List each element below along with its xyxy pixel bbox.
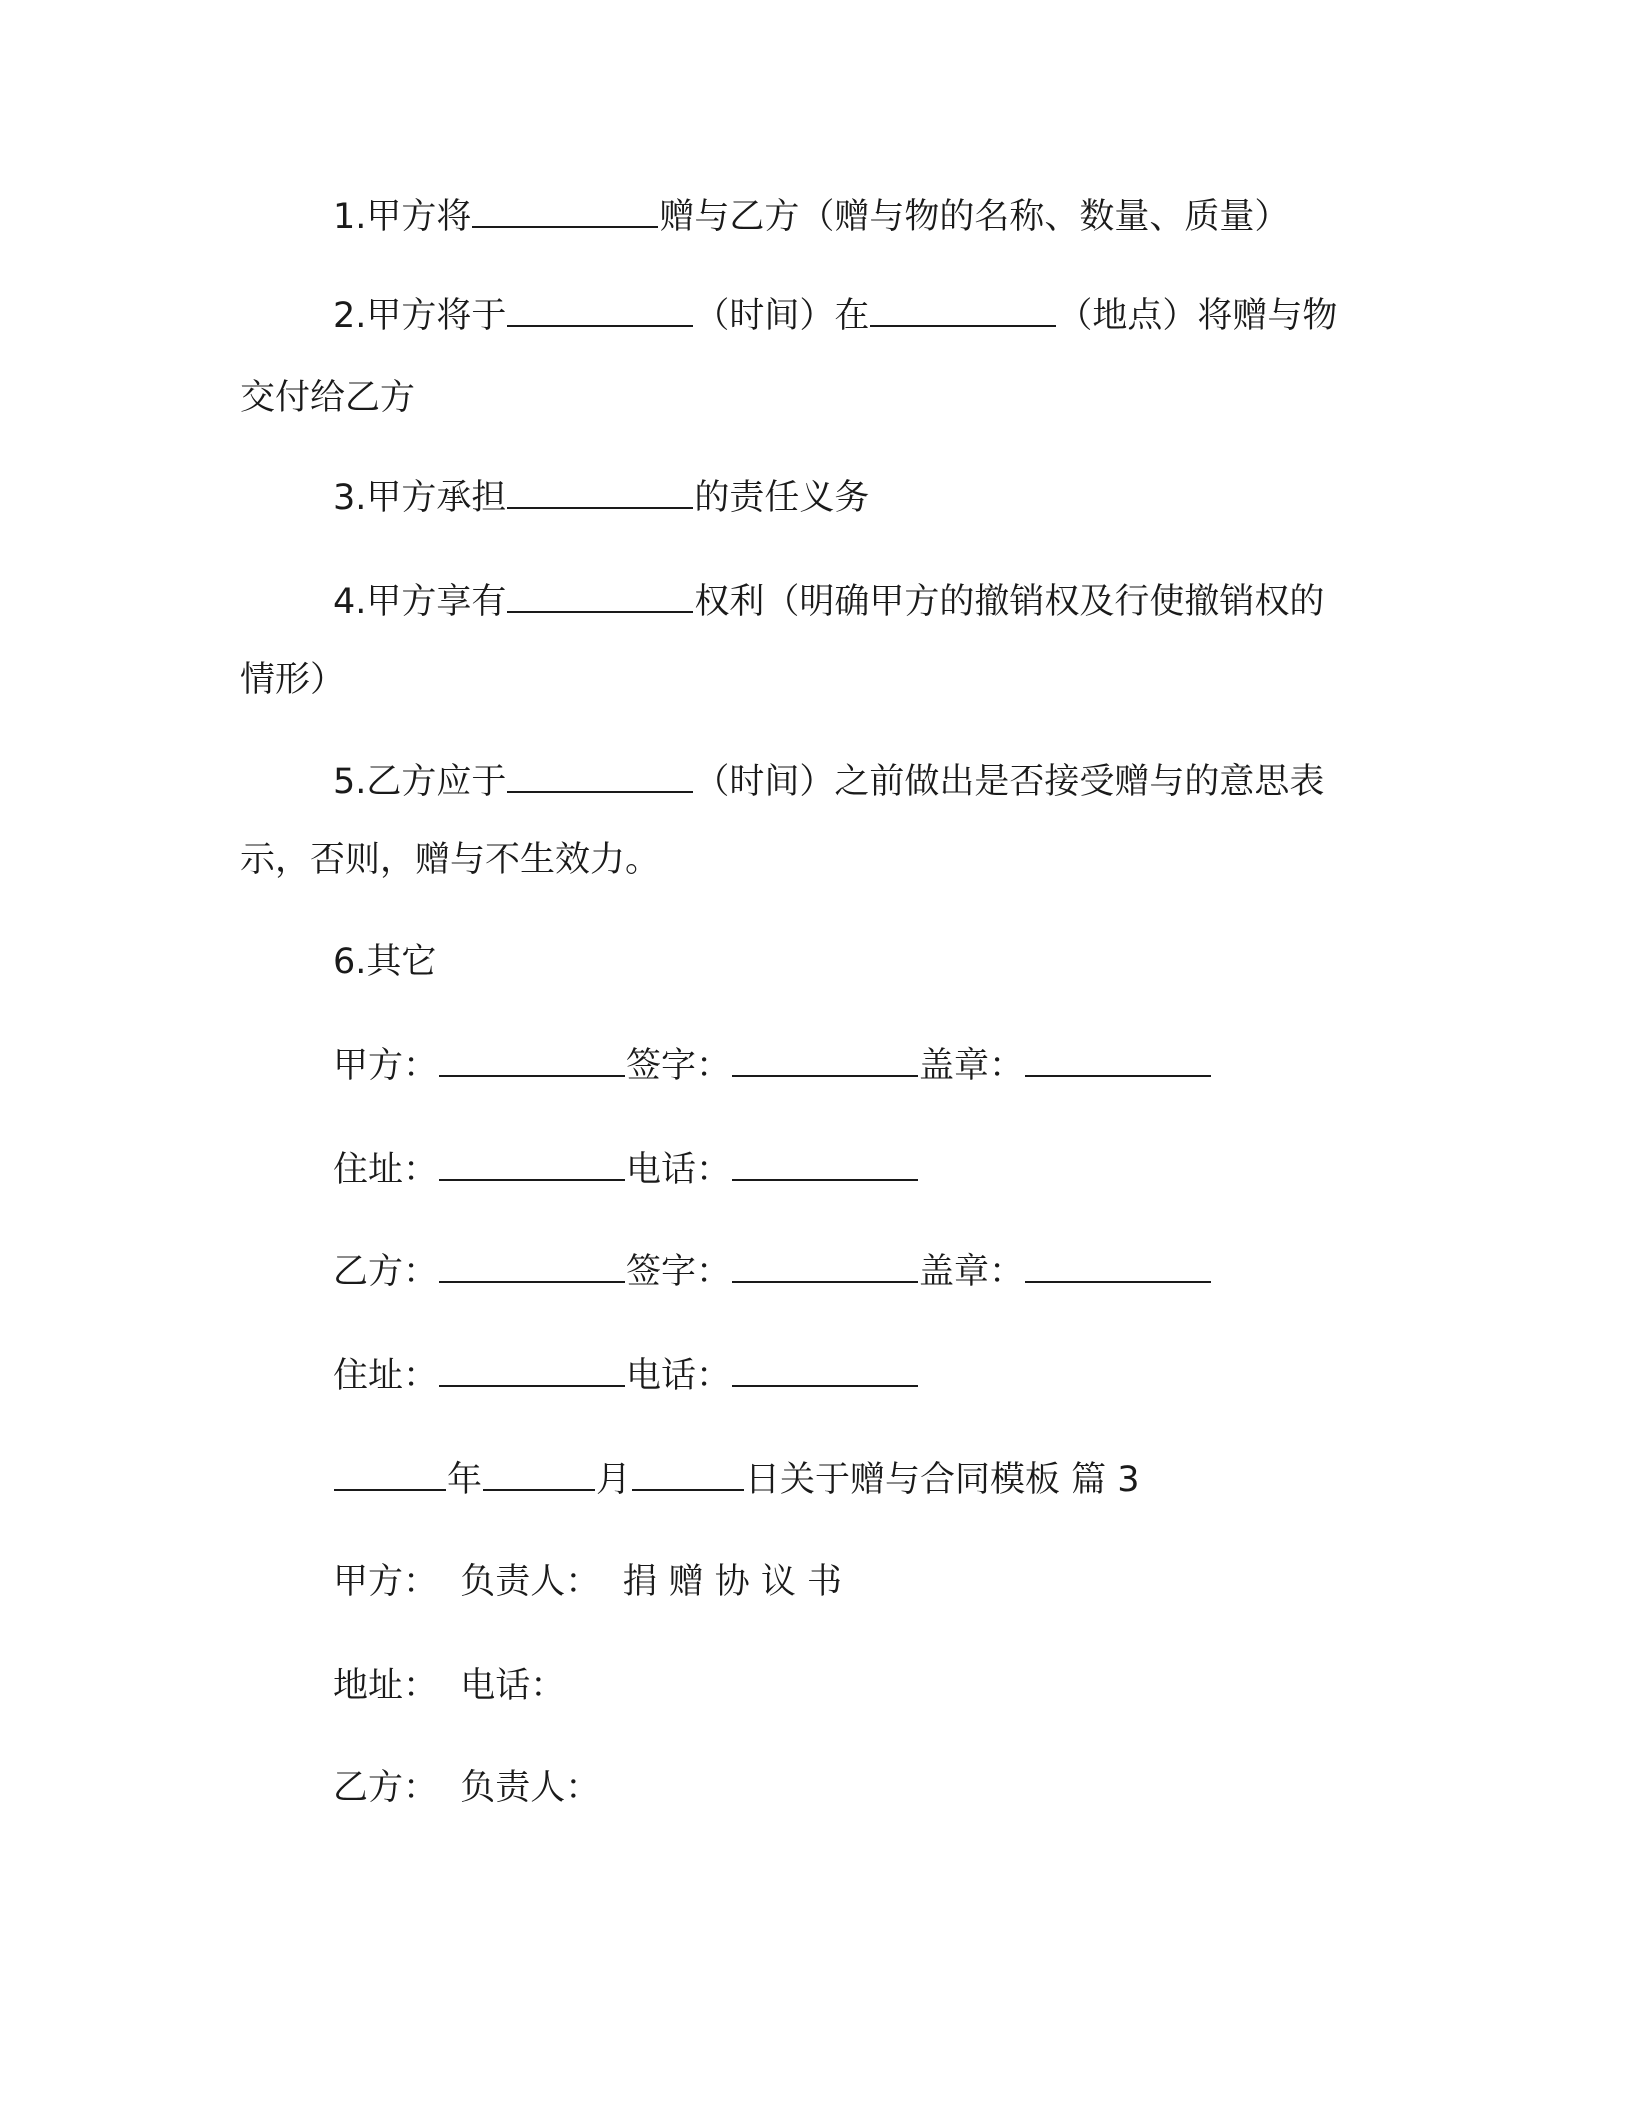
clause-5: [0, 760, 1632, 804]
clause-4-start: 4.甲方享有: [333, 582, 507, 622]
blank-field[interactable]: [732, 1045, 918, 1077]
clause-2-start: 2.甲方将于: [333, 296, 507, 336]
month-label: 月: [596, 1460, 632, 1500]
phone-label: 电话：: [626, 1356, 732, 1396]
party-b-signature-line: [0, 1250, 1632, 1294]
address-label: 住址：: [333, 1356, 439, 1396]
clause-4-cont-text: 情形）: [240, 660, 346, 700]
year-label: 年: [447, 1460, 483, 1500]
blank-field[interactable]: [732, 1355, 918, 1387]
clause-2: [0, 294, 1632, 338]
blank-field[interactable]: [472, 196, 658, 228]
part3-party-a-line: [0, 1560, 1632, 1604]
clause-3-start: 3.甲方承担: [333, 478, 507, 518]
blank-field[interactable]: [732, 1149, 918, 1181]
clause-6-text: 6.其它: [333, 942, 437, 982]
blank-day[interactable]: [632, 1459, 744, 1491]
part3-party-b-text: 乙方： 负责人：: [333, 1768, 601, 1808]
party-a-signature-line: [0, 1044, 1632, 1088]
date-and-heading-line: [0, 1458, 1632, 1502]
clause-1-start: 1.甲方将: [333, 197, 472, 237]
clause-2-end: （地点）将赠与物: [1057, 296, 1338, 336]
party-b-label: 乙方：: [333, 1252, 439, 1292]
clause-6: [0, 940, 1632, 984]
seal-label: 盖章：: [919, 1252, 1025, 1292]
clause-2-cont-text: 交付给乙方: [240, 378, 416, 418]
blank-field[interactable]: [732, 1251, 918, 1283]
clause-5-end: （时间）之前做出是否接受赠与的意思表: [694, 762, 1325, 802]
blank-field[interactable]: [1025, 1045, 1211, 1077]
address-label: 住址：: [333, 1150, 439, 1190]
blank-field[interactable]: [439, 1149, 625, 1181]
phone-label: 电话：: [626, 1150, 732, 1190]
party-a-address-line: [0, 1148, 1632, 1192]
clause-2-continuation: [0, 376, 1632, 420]
clause-4: [0, 580, 1632, 624]
clause-4-continuation: [0, 658, 1632, 702]
blank-field[interactable]: [507, 761, 693, 793]
clause-5-cont-text: 示，否则，赠与不生效力。: [240, 840, 661, 880]
part3-party-b-line: [0, 1766, 1632, 1810]
blank-field[interactable]: [1025, 1251, 1211, 1283]
sign-label: 签字：: [626, 1046, 732, 1086]
blank-year[interactable]: [334, 1459, 446, 1491]
clause-3-end: 的责任义务: [694, 478, 870, 518]
blank-field[interactable]: [870, 295, 1056, 327]
clause-3: [0, 476, 1632, 520]
party-b-address-line: [0, 1354, 1632, 1398]
part3-party-a-text: 甲方： 负责人： 捐 赠 协 议 书: [333, 1562, 843, 1602]
section-heading: 日关于赠与合同模板 篇 3: [745, 1460, 1140, 1500]
blank-field[interactable]: [439, 1045, 625, 1077]
clause-4-end: 权利（明确甲方的撤销权及行使撤销权的: [694, 582, 1325, 622]
clause-5-continuation: [0, 838, 1632, 882]
clause-1: [0, 195, 1632, 239]
blank-field[interactable]: [507, 295, 693, 327]
blank-field[interactable]: [439, 1251, 625, 1283]
seal-label: 盖章：: [919, 1046, 1025, 1086]
clause-1-end: 赠与乙方（赠与物的名称、数量、质量）: [659, 197, 1290, 237]
part3-address-line: [0, 1664, 1632, 1708]
blank-field[interactable]: [507, 581, 693, 613]
blank-field[interactable]: [507, 477, 693, 509]
blank-field[interactable]: [439, 1355, 625, 1387]
clause-5-start: 5.乙方应于: [333, 762, 507, 802]
party-a-label: 甲方：: [333, 1046, 439, 1086]
blank-month[interactable]: [483, 1459, 595, 1491]
clause-2-mid: （时间）在: [694, 296, 870, 336]
sign-label: 签字：: [626, 1252, 732, 1292]
part3-address-text: 地址： 电话：: [333, 1666, 566, 1706]
